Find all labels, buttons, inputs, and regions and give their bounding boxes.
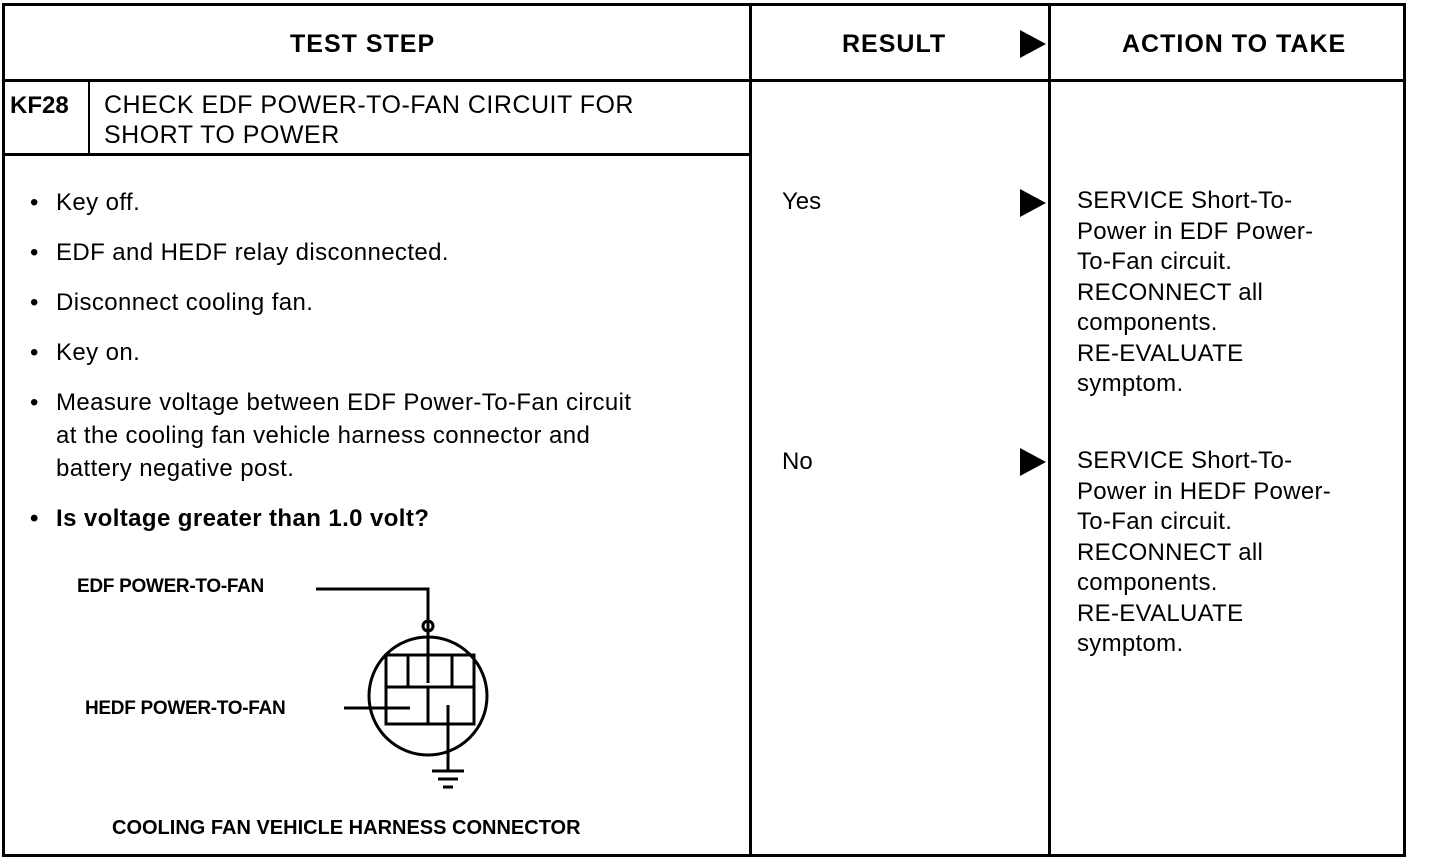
instruction-item: • Key on.: [30, 336, 730, 369]
action-line: RECONNECT all: [1077, 278, 1264, 306]
connector-cavity-block: [386, 655, 474, 724]
action-line: SERVICE Short-To-: [1077, 447, 1293, 474]
header-result: RESULT: [842, 30, 947, 58]
step-id: KF28: [10, 92, 69, 119]
action-line: components.: [1077, 309, 1218, 336]
instruction-item: • Disconnect cooling fan.: [30, 286, 730, 319]
step-title-divider: [2, 153, 752, 156]
action-no: [1077, 446, 1397, 660]
action-line: RECONNECT all: [1077, 538, 1264, 566]
instruction-item: • EDF and HEDF relay disconnected.: [30, 236, 730, 269]
action-line: To-Fan circuit.: [1077, 248, 1233, 275]
column-divider-result-action: [1048, 3, 1051, 857]
action-line: symptom.: [1077, 630, 1184, 657]
diagram-label-hedf: HEDF POWER-TO-FAN: [85, 698, 286, 719]
step-title-line-2: SHORT TO POWER: [104, 121, 340, 149]
action-line: components.: [1077, 569, 1218, 596]
edf-lead-wire: [316, 589, 428, 683]
step-title: [104, 90, 744, 150]
connector-diagram: [310, 575, 510, 805]
action-line: To-Fan circuit.: [1077, 508, 1233, 535]
action-yes: [1077, 186, 1397, 400]
action-line: RE-EVALUATE: [1077, 339, 1244, 367]
result-yes: Yes: [782, 188, 822, 215]
action-line: RE-EVALUATE: [1077, 599, 1244, 627]
action-line: Power in HEDF Power-: [1077, 477, 1332, 505]
diagram-caption: COOLING FAN VEHICLE HARNESS CONNECTOR: [112, 817, 581, 839]
diagram-label-edf: EDF POWER-TO-FAN: [77, 576, 264, 597]
result-yes-arrow-icon: [1020, 189, 1046, 217]
header-arrow-icon: [1020, 30, 1046, 58]
action-line: SERVICE Short-To-: [1077, 187, 1293, 214]
instruction-item: • Measure voltage between EDF Power-To-Fan circuit at the cooling fan vehicle harness connector and battery negative post.: [30, 386, 656, 485]
header-action: ACTION TO TAKE: [1122, 30, 1347, 58]
header-divider: [2, 79, 1406, 82]
result-no-arrow-icon: [1020, 448, 1046, 476]
column-divider-step-result: [749, 3, 752, 857]
action-line: symptom.: [1077, 370, 1184, 397]
action-line: Power in EDF Power-: [1077, 217, 1314, 245]
header-test-step: TEST STEP: [290, 30, 436, 58]
instruction-item: • Key off.: [30, 186, 730, 219]
instruction-question: • Is voltage greater than 1.0 volt?: [30, 502, 730, 535]
step-id-divider: [88, 81, 90, 155]
instruction-list: [30, 186, 730, 552]
result-no: No: [782, 448, 813, 475]
step-title-line-1: CHECK EDF POWER-TO-FAN CIRCUIT FOR: [104, 91, 634, 119]
